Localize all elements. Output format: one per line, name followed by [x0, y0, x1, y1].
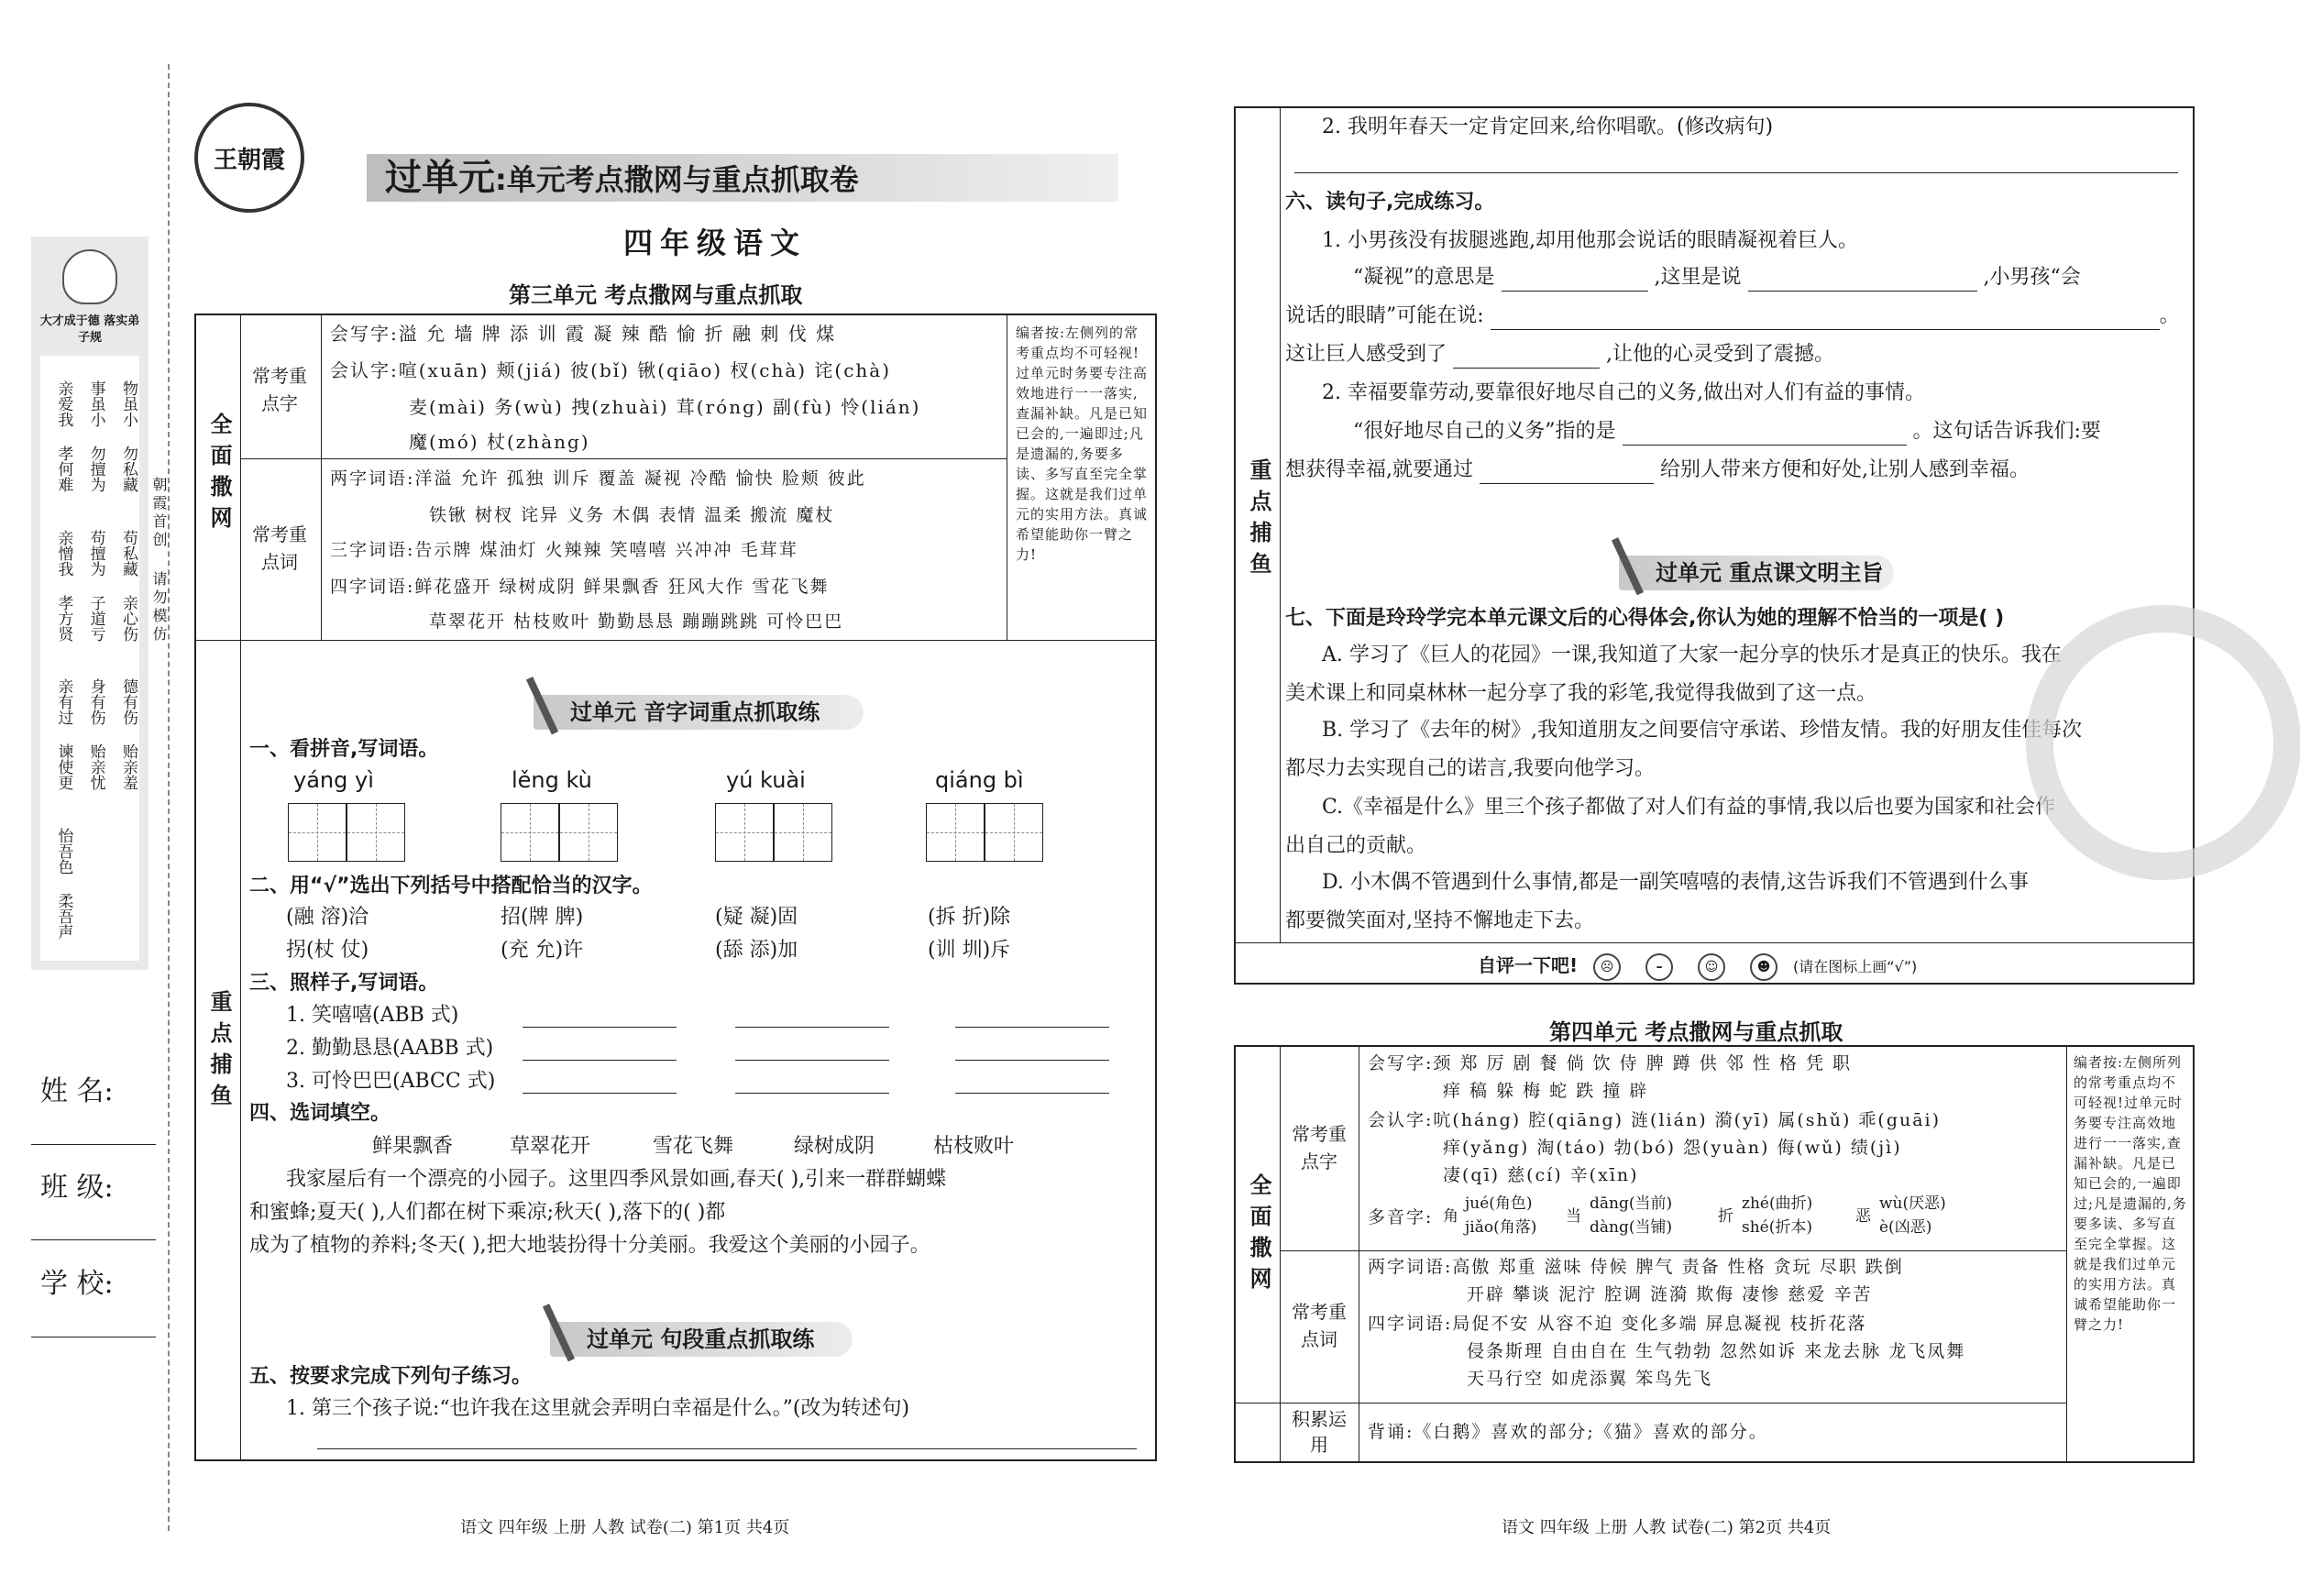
answer-line[interactable] [523, 1093, 677, 1094]
q2-choice[interactable]: (舔 添)加 [715, 939, 798, 962]
divider [321, 314, 322, 640]
q1-heading: 一、看拼音,写词语。 [249, 738, 439, 761]
q4-heading: 四、选词填空。 [249, 1102, 391, 1125]
divider [240, 314, 241, 1461]
pinyin-2: lěng kù [512, 767, 592, 793]
brand-logo-text: 王朝霞 [213, 147, 285, 174]
name-label: 姓 名: [40, 1075, 114, 1107]
divider [194, 640, 1157, 641]
q7-heading: 七、下面是玲玲学完本单元课文后的心得体会,你认为她的理解不恰当的一项是( ) [1285, 607, 2005, 630]
pinyin-4: qiáng bì [935, 767, 1024, 793]
poem-col: 亲有过 谏使更 [54, 678, 73, 791]
u4-hui-xie-1: 会写字:颈 郑 厉 剧 餐 倘 饮 侍 脾 蹲 供 邻 性 格 凭 职 [1368, 1053, 1852, 1073]
q6-heading: 六、读句子,完成练习。 [1285, 191, 1495, 214]
q4-word: 鲜果飘香 [372, 1135, 454, 1158]
poem-col: 苟私藏 亲心伤 [118, 529, 138, 642]
self-assess-label: 自评一下吧! [1478, 954, 1579, 976]
hui-ren-zi-3: 魔(mó) 杖(zhàng) [409, 431, 590, 453]
u4-hui-ren-3: 凄(qī) 慈(cí) 辛(xīn) [1443, 1165, 1639, 1185]
poem-columns [42, 362, 138, 958]
section-label-buyu: 重点捕鱼 [206, 990, 232, 1115]
pinyin-1: yáng yì [293, 767, 374, 793]
q2-heading: 二、用“√”选出下列括号中搭配恰当的汉字。 [249, 875, 653, 897]
q6-text: “很好地尽自己的义务”指的是 [1353, 420, 1616, 443]
word4-row-b: 草翠花开 枯枝败叶 勤勤恳恳 蹦蹦跳跳 可怜巴巴 [429, 611, 844, 632]
duoyin-reading: è(凶恶) [1879, 1218, 1932, 1237]
u4-word2-b: 开辟 攀谈 泥泞 腔调 涟漪 欺侮 凄惨 慈爱 辛苦 [1467, 1284, 1873, 1304]
smile-face-icon[interactable]: ☺ [1698, 953, 1725, 981]
answer-blank[interactable] [1491, 310, 2160, 330]
q7-option-d1[interactable]: D. 小木偶不管遇到什么事情,都是一副笑嘻嘻的表情,这告诉我们不管遇到什么事 [1322, 871, 2029, 894]
section-label-buyu-right: 重点捕鱼 [1246, 458, 1271, 583]
writing-cell[interactable] [715, 803, 774, 862]
scholar-illustration [62, 249, 117, 304]
q7-option-b1[interactable]: B. 学习了《去年的树》,我知道朋友之间要信守承诺、珍惜友情。我的好朋友佳佳每次 [1322, 719, 2083, 742]
q2-choice[interactable]: (拆 折)除 [928, 906, 1011, 929]
q6-fill-5 [1285, 457, 2030, 484]
q6-text: “凝视”的意思是 [1353, 266, 1495, 289]
answer-blank[interactable] [1502, 271, 1648, 292]
q6-text: ,让他的心灵受到了震撼。 [1606, 343, 1835, 366]
section-banner-juduan: 过单元 句段重点抓取练 [550, 1322, 853, 1357]
q3-item: 2. 勤勤恳恳(AABB 式) [286, 1037, 494, 1060]
poem-col: 身有伤 贻亲忧 [86, 678, 105, 791]
poem-col: 怡吾色 柔吾声 [54, 827, 73, 940]
section-banner-kewen: 过单元 重点课文明主旨 [1619, 556, 1894, 590]
q4-word: 枯枝败叶 [933, 1135, 1015, 1158]
class-label: 班 级: [40, 1172, 114, 1204]
q6-fill-4 [1353, 418, 2101, 446]
footer-right: 语文 四年级 上册 人教 试卷(二) 第2页 共4页 [1502, 1518, 1832, 1537]
section-label-sawang: 全面撒网 [206, 413, 232, 537]
q2-choice[interactable]: (训 圳)斥 [928, 939, 1011, 962]
q6-text: 。这句话告诉我们:要 [1912, 420, 2101, 443]
q7-option-c1[interactable]: C.《幸福是什么》里三个孩子都做了对人们有益的事情,我以后也要为国家和社会作 [1322, 796, 2056, 819]
u4-word2-a: 两字词语:高傲 郑重 滋味 侍候 脾气 责备 性格 贪玩 尽职 跌倒 [1368, 1257, 1904, 1277]
q6-text: 这让巨人感受到了 [1285, 343, 1447, 366]
writing-cell[interactable] [774, 803, 832, 862]
hui-ren-zi-2: 麦(mài) 务(wù) 拽(zhuài) 茸(róng) 副(fù) 怜(lián) [409, 396, 921, 418]
q7-option-a1[interactable]: A. 学习了《巨人的花园》一课,我知道了大家一起分享的快乐才是真正的快乐。我在 [1322, 644, 2062, 666]
word2-row-b: 铁锹 树杈 诧异 义务 木偶 表情 温柔 搬流 魔杖 [429, 505, 835, 525]
answer-line[interactable] [1294, 172, 2178, 173]
footer-left: 语文 四年级 上册 人教 试卷(二) 第1页 共4页 [460, 1518, 790, 1537]
answer-line[interactable] [735, 1093, 889, 1094]
duoyin-char: 角 [1443, 1207, 1458, 1226]
answer-blank[interactable] [1623, 425, 1907, 446]
q6-text: ,这里是说 [1654, 266, 1742, 289]
seal-watermark [2026, 605, 2300, 880]
title-big: 过单元 [385, 157, 495, 199]
u4-hui-ren-2: 痒(yǎng) 淘(táo) 勃(bó) 怨(yuàn) 侮(wǔ) 绩(jì) [1443, 1138, 1902, 1158]
u4-duoyin-label: 多音字: [1368, 1207, 1434, 1227]
sidebar-banner: 大才成于德 落实弟子规 [39, 314, 140, 345]
divider [240, 458, 1007, 459]
poem-col: 物虽小 勿私藏 [118, 380, 138, 493]
title-rest: :单元考点撒网与重点抓取卷 [495, 162, 859, 197]
divider [1234, 942, 2195, 943]
sub-label-zi: 常考重点字 [252, 365, 307, 414]
q3-heading: 三、照样子,写词语。 [249, 972, 439, 995]
unit3-title: 第三单元 考点撒网与重点抓取 [509, 282, 803, 308]
answer-line[interactable] [317, 1448, 1137, 1449]
u4-word4-a: 四字词语:局促不安 从容不迫 变化多端 屏息凝视 枝折花落 [1368, 1314, 1867, 1334]
q4-word: 雪花飞舞 [653, 1135, 734, 1158]
q3-item: 3. 可怜巴巴(ABCC 式) [286, 1070, 496, 1093]
q6-text: 想获得幸福,就要通过 [1285, 458, 1473, 481]
laugh-face-icon[interactable]: ☻ [1750, 953, 1777, 981]
duoyin-reading: shé(折本) [1742, 1218, 1812, 1237]
answer-blank[interactable] [1480, 464, 1654, 484]
q6-text: 说话的眼睛”可能在说: [1285, 304, 1484, 327]
duoyin-reading: dàng(当铺) [1590, 1218, 1673, 1237]
binding-note: 朝霞首创 请勿模仿 [150, 477, 168, 644]
divider [1280, 1045, 1281, 1463]
answer-line[interactable] [523, 1027, 677, 1028]
q4-word: 绿树成阴 [794, 1135, 875, 1158]
q7-option-b2: 都尽力去实现自己的诺言,我要向他学习。 [1285, 757, 1655, 780]
q6-fill-2: 说话的眼睛”可能在说: 。 [1285, 303, 2180, 330]
u4-hui-ren-1: 会认字:吭(háng) 腔(qiāng) 涟(lián) 漪(yī) 属(shǔ) 乖(guāi) [1368, 1110, 1942, 1130]
writing-cell[interactable] [501, 803, 559, 862]
poem-col: 事虽小 勿擅为 [86, 380, 105, 493]
q6-fill-1 [1353, 264, 2081, 292]
class-field[interactable] [31, 1239, 156, 1240]
word3-row: 三字词语:告示牌 煤油灯 火辣辣 笑嘻嘻 兴冲冲 毛茸茸 [330, 540, 798, 560]
duoyin-reading: jué(角色) [1465, 1194, 1533, 1213]
name-field[interactable] [31, 1144, 156, 1145]
binding-line [168, 64, 170, 1531]
q6-text: ,小男孩“会 [1983, 266, 2081, 289]
q5-item-1: 1. 第三个孩子说:“也许我在这里就会弄明白幸福是什么。”(改为转述句) [286, 1397, 910, 1420]
u4-hui-xie-2: 痒 稿 躲 梅 蛇 跌 撞 辟 [1443, 1081, 1649, 1101]
duoyin-reading: zhé(曲折) [1742, 1194, 1813, 1213]
duoyin-char: 当 [1566, 1207, 1581, 1226]
poem-col: 苟擅为 子道亏 [86, 529, 105, 642]
section-banner-zici: 过单元 音字词重点抓取练 [534, 695, 864, 730]
unit4-label-sawang: 全面撒网 [1246, 1173, 1271, 1298]
q4-word: 草翠花开 [510, 1135, 591, 1158]
answer-blank[interactable] [1748, 271, 1977, 292]
duoyin-reading: jiǎo(角落) [1465, 1218, 1537, 1237]
duoyin-reading: wù(厌恶) [1879, 1194, 1946, 1213]
duoyin-char: 折 [1718, 1207, 1733, 1226]
q4-para-1: 我家屋后有一个漂亮的小园子。这里四季风景如画,春天( ),引来一群群蝴蝶 [286, 1168, 947, 1191]
duoyin-reading: dāng(当前) [1590, 1194, 1673, 1213]
word4-row-a: 四字词语:鲜花盛开 绿树成阴 鲜果飘香 狂风大作 雪花飞舞 [330, 577, 830, 597]
sub-label-ci: 常考重点词 [252, 523, 307, 573]
poem-col: 亲憎我 孝方贤 [54, 529, 73, 642]
grade-title: 四年级语文 [623, 226, 808, 260]
writing-cell[interactable] [985, 803, 1043, 862]
q7-option-a2: 美术课上和同桌林林一起分享了我的彩笔,我觉得我做到了这一点。 [1285, 682, 1876, 705]
answer-line[interactable] [735, 1060, 889, 1061]
q4-para-3: 成为了植物的养料;冬天( ),把大地装扮得十分美丽。我爱这个美丽的小园子。 [249, 1234, 930, 1257]
self-assess [1478, 950, 1917, 983]
writing-cell[interactable] [559, 803, 618, 862]
q6-text: 给别人带来方便和好处,让别人感到幸福。 [1660, 458, 2030, 481]
hui-ren-zi-1: 会认字:喧(xuān) 颊(jiá) 彼(bǐ) 锹(qiāo) 杈(chà) 诧(chà) [330, 359, 892, 381]
pinyin-3: yú kuài [726, 767, 806, 793]
word2-row-a: 两字词语:洋溢 允许 孤独 训斥 覆盖 凝视 冷酷 愉快 脸颊 彼此 [330, 468, 866, 489]
answer-blank[interactable] [1453, 348, 1600, 369]
unit4-title: 第四单元 考点撒网与重点抓取 [1549, 1019, 1843, 1045]
unit4-sub-ci: 常考重点词 [1292, 1301, 1347, 1350]
poem-col: 德有伤 贻亲羞 [118, 678, 138, 791]
brand-logo [194, 103, 304, 213]
divider [1280, 1250, 2066, 1251]
neutral-face-icon[interactable]: – [1645, 953, 1673, 981]
self-assess-note: (请在图标上画“√”) [1792, 958, 1918, 975]
q2-choice[interactable]: (疑 凝)固 [715, 906, 798, 929]
answer-line[interactable] [955, 1060, 1109, 1061]
u4-word4-c: 天马行空 如虎添翼 笨鸟先飞 [1467, 1369, 1713, 1389]
q4-para-2: 和蜜蜂;夏天( ),人们都在树下乘凉;秋天( ),落下的( )都 [249, 1201, 726, 1224]
q6-fill-3 [1285, 341, 1834, 369]
u4-recite: 背诵:《白鹅》喜欢的部分;《猫》喜欢的部分。 [1368, 1422, 1768, 1442]
q2-choice[interactable]: 拐(杖 仗) [286, 939, 369, 962]
q5-heading: 五、按要求完成下列句子练习。 [249, 1365, 533, 1388]
q3-item: 1. 笑嘻嘻(ABB 式) [286, 1004, 459, 1027]
q6-item-1: 1. 小男孩没有拔腿逃跑,却用他那会说话的眼睛凝视着巨人。 [1322, 229, 1858, 252]
u4-word4-b: 侵条斯理 自由自在 生气勃勃 忽然如诉 来龙去脉 龙飞凤舞 [1467, 1341, 1966, 1361]
answer-line[interactable] [955, 1093, 1109, 1094]
answer-line[interactable] [735, 1027, 889, 1028]
unit4-sub-zi: 常考重点字 [1292, 1123, 1347, 1172]
q7-option-d2: 都要微笑面对,坚持不懈地走下去。 [1285, 909, 1594, 932]
answer-line[interactable] [955, 1027, 1109, 1028]
q2-choice[interactable]: (充 允)许 [501, 939, 584, 962]
q2-choice[interactable]: 招(牌 脾) [501, 906, 584, 929]
duoyin-char: 恶 [1855, 1207, 1871, 1226]
school-label: 学 校: [40, 1268, 114, 1300]
q7-option-c2: 出自己的贡献。 [1285, 834, 1427, 857]
divider [2066, 1045, 2067, 1463]
writing-cell[interactable] [288, 803, 347, 862]
unit4-editor-note: 编者按:左侧所列的常考重点均不可轻视!过单元时务要专注高效地进行一一落实,查漏补缺。凡是已知已会的,一遍即过;凡是遗漏的,务要多读、多写直至完全掌握。这就是我们过单元的实用方法。真诚希望能助你一臂之力! [2074, 1054, 2187, 1333]
writing-cell[interactable] [926, 803, 985, 862]
page-title [385, 152, 859, 205]
editor-note: 编者按:左侧列的常考重点均不可轻视!过单元时务要专注高效地进行一一落实,查漏补缺。凡是已知已会的,一遍即过;凡是遗漏的,务要多读、多写直至完全掌握。这就是我们过单元的实用方法。真诚希望能助你一臂之力! [1016, 325, 1149, 563]
sad-face-icon[interactable]: ☹ [1593, 953, 1621, 981]
answer-line[interactable] [523, 1060, 677, 1061]
poem-col: 亲爱我 孝何难 [54, 380, 73, 493]
unit4-sub-jilei: 积累运用 [1292, 1408, 1347, 1456]
divider [1280, 106, 1281, 942]
q5-item-2: 2. 我明年春天一定肯定回来,给你唱歌。(修改病句) [1322, 116, 1774, 138]
q6-item-2: 2. 幸福要靠劳动,要靠很好地尽自己的义务,做出对人们有益的事情。 [1322, 381, 1925, 404]
hui-xie-zi: 会写字:溢 允 墙 牌 添 训 霞 凝 辣 酷 愉 折 融 刺 伐 煤 [330, 323, 837, 345]
q2-choice[interactable]: (融 溶)洽 [286, 906, 369, 929]
writing-cell[interactable] [347, 803, 405, 862]
